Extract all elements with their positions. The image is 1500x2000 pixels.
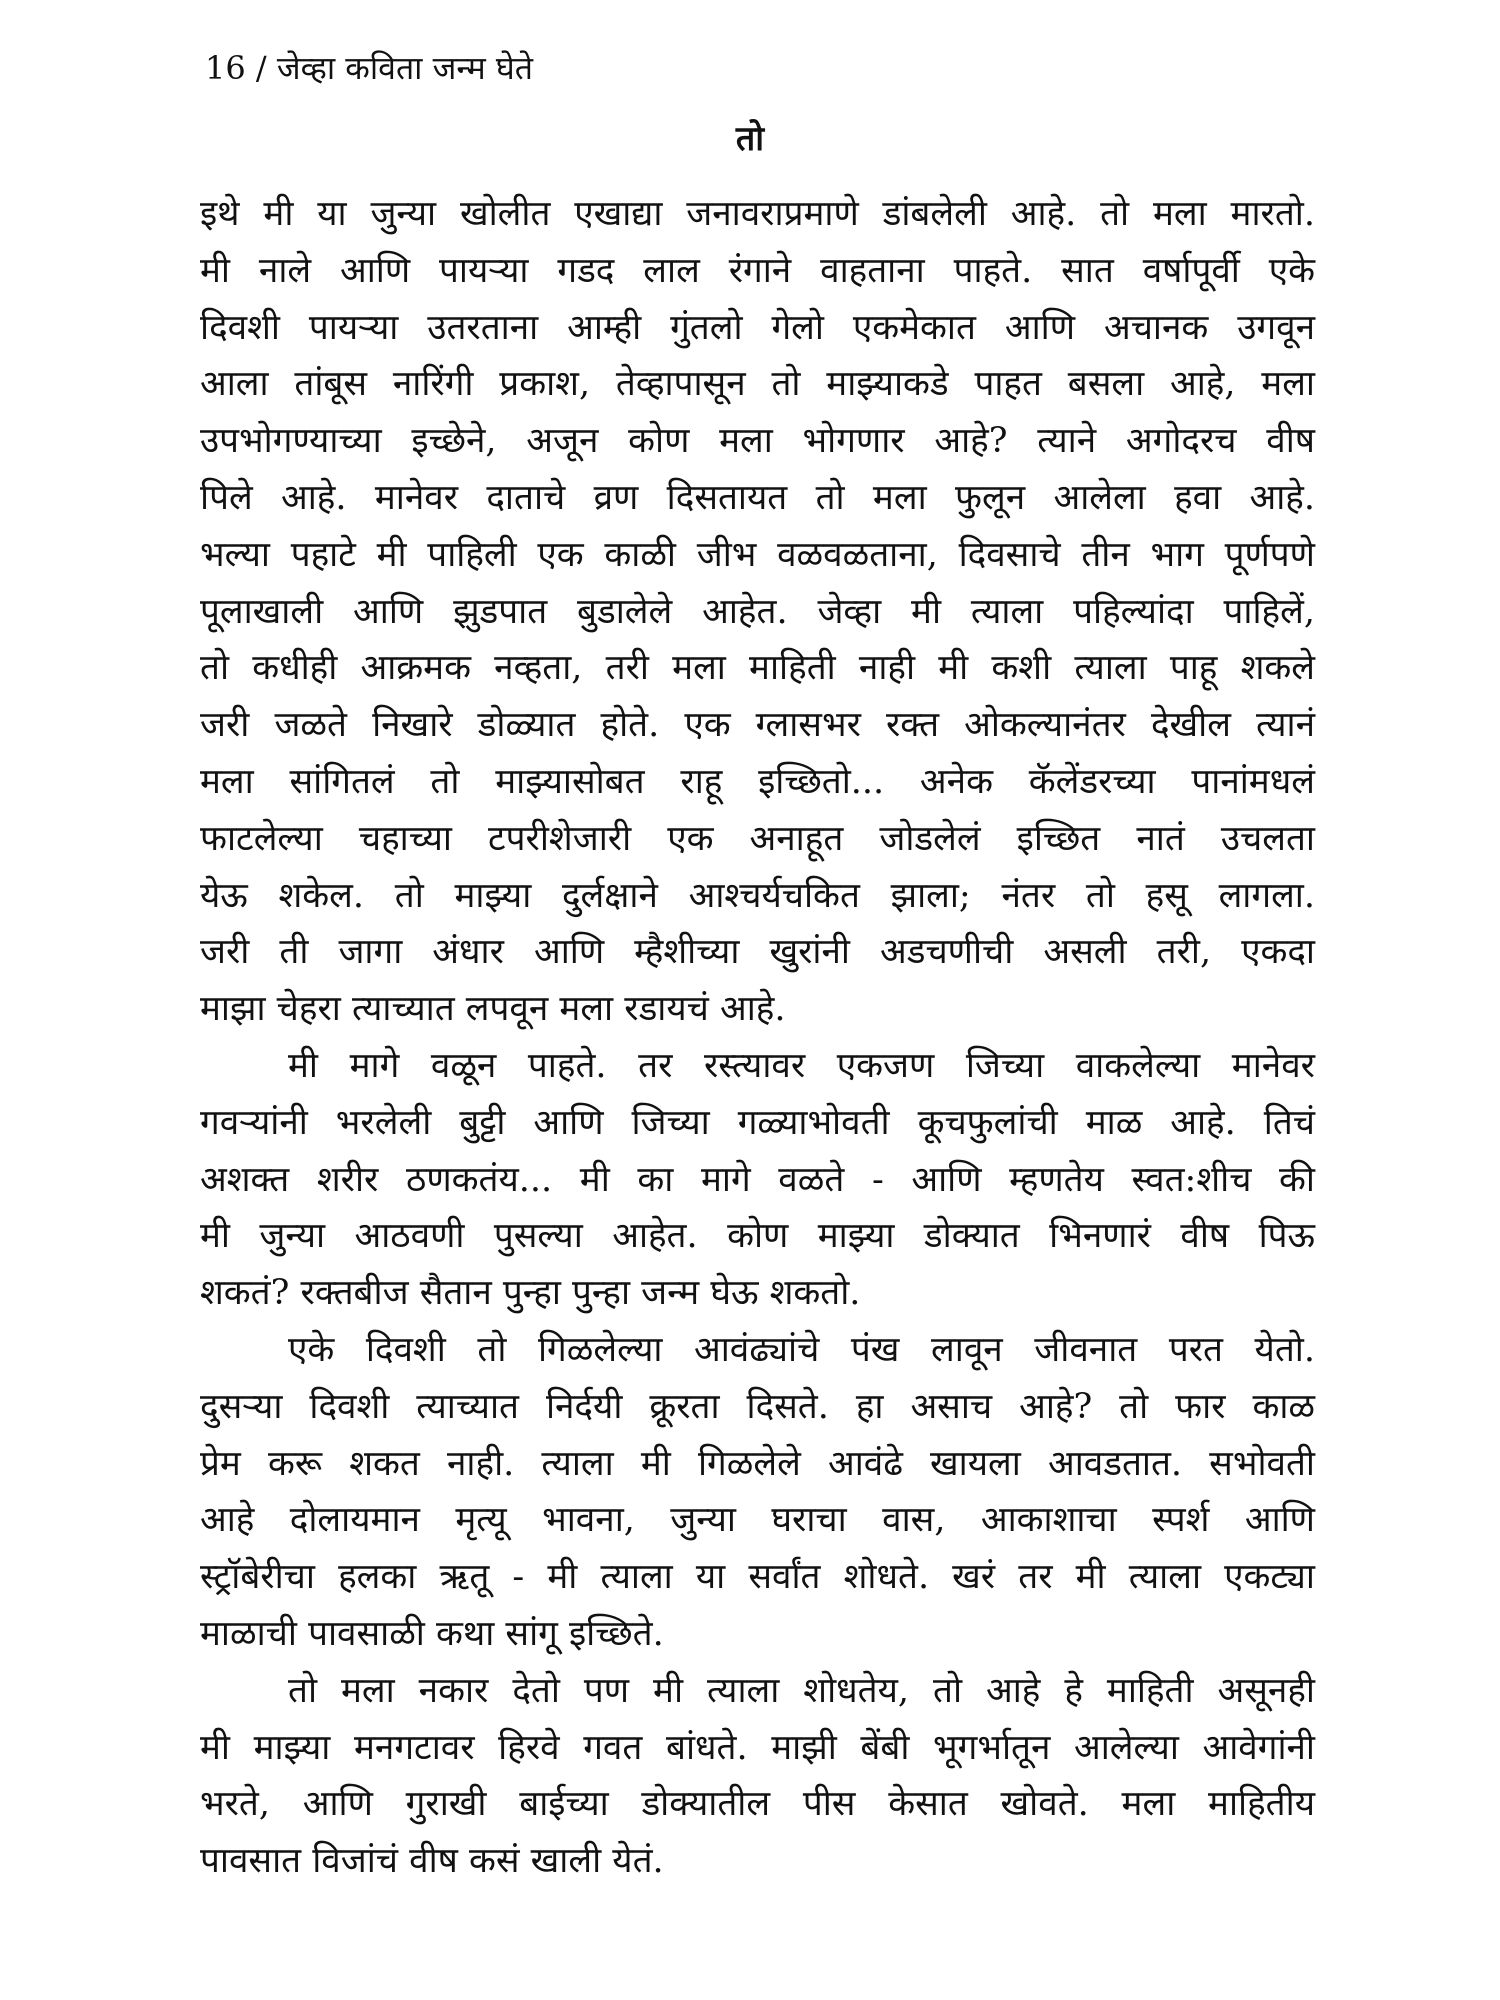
poem-line: उपभोगण्याच्या इच्छेने, अजून कोण मला भोगणार आहे? त्याने अगोदरच वीष (200, 421, 1315, 462)
poem-line: आहे दोलायमान मृत्यू भावना, जुन्या घराचा वास, आकाशाचा स्पर्श आणि (200, 1500, 1315, 1541)
poem-line: मी माझ्या मनगटावर हिरवे गवत बांधते. माझी बेंबी भूगर्भातून आलेल्या आवेगांनी (200, 1727, 1315, 1768)
running-header: 16 / जेव्हा कविता जन्म घेते (205, 49, 534, 87)
poem-line: स्ट्रॉबेरीचा हलका ऋतू - मी त्याला या सर्वांत शोधते. खरं तर मी त्याला एकट्या (200, 1557, 1315, 1598)
poem-line: दिवशी पायऱ्या उतरताना आम्ही गुंतलो गेलो एकमेकात आणि अचानक उगवून (200, 307, 1315, 348)
poem-line: येऊ शकेल. तो माझ्या दुर्लक्षाने आश्चर्यचकित झाला; नंतर तो हसू लागला. (200, 875, 1315, 916)
poem-line: पूलाखाली आणि झुडपात बुडालेले आहेत. जेव्हा मी त्याला पहिल्यांदा पाहिलें, (200, 591, 1315, 632)
poem-line: गवऱ्यांनी भरलेली बुट्टी आणि जिच्या गळ्याभोवती कूचफुलांची माळ आहे. तिचं (200, 1102, 1315, 1143)
poem-title: तो (735, 119, 765, 159)
poem-line: दुसऱ्या दिवशी त्याच्यात निर्दयी क्रूरता दिसते. हा असाच आहे? तो फार काळ (200, 1386, 1315, 1427)
poem-line: इथे मी या जुन्या खोलीत एखाद्या जनावराप्रमाणे डांबलेली आहे. तो मला मारतो. (200, 194, 1315, 234)
poem-line: भल्या पहाटे मी पाहिली एक काळी जीभ वळवळताना, दिवसाचे तीन भाग पूर्णपणे (200, 534, 1315, 575)
poem-body (200, 186, 1315, 1890)
poem-line: मी मागे वळून पाहते. तर रस्त्यावर एकजण जिच्या वाकलेल्या मानेवर (288, 1045, 1315, 1086)
poem-line: पिले आहे. मानेवर दाताचे व्रण दिसतायत तो मला फुलून आलेला हवा आहे. (200, 477, 1315, 518)
poem-line: जरी ती जागा अंधार आणि म्हैशीच्या खुरांनी अडचणीची असली तरी, एकदा (200, 932, 1315, 973)
poem-line: आला तांबूस नारिंगी प्रकाश, तेव्हापासून तो माझ्याकडे पाहत बसला आहे, मला (200, 364, 1315, 405)
poem-line: माझा चेहरा त्याच्यात लपवून मला रडायचं आहे. (200, 989, 786, 1030)
poem-line: एके दिवशी तो गिळलेल्या आवंढ्यांचे पंख लावून जीवनात परत येतो. (288, 1329, 1315, 1370)
poem-line: शकतं? रक्तबीज सैतान पुन्हा पुन्हा जन्म घेऊ शकतो. (200, 1273, 861, 1314)
poem-line: मला सांगितलं तो माझ्यासोबत राहू इच्छितो... अनेक कॅलेंडरच्या पानांमधलं (200, 761, 1315, 802)
poem-line: माळाची पावसाळी कथा सांगू इच्छिते. (200, 1613, 664, 1654)
poem-line: पावसात विजांचं वीष कसं खाली येतं. (200, 1841, 664, 1882)
poem-line: अशक्त शरीर ठणकतंय... मी का मागे वळते - आणि म्हणतेय स्वत:शीच की (200, 1159, 1315, 1200)
poem-line: भरते, आणि गुराखी बाईच्या डोक्यातील पीस केसात खोवते. मला माहितीय (200, 1784, 1315, 1825)
poem-line: मी जुन्या आठवणी पुसल्या आहेत. कोण माझ्या डोक्यात भिनणारं वीष पिऊ (200, 1216, 1315, 1257)
poem-line: जरी जळते निखारे डोळ्यात होते. एक ग्लासभर रक्त ओकल्यानंतर देखील त्यानं (200, 705, 1315, 746)
poem-line: प्रेम करू शकत नाही. त्याला मी गिळलेले आवंढे खायला आवडतात. सभोवती (200, 1443, 1315, 1484)
poem-line: तो कधीही आक्रमक नव्हता, तरी मला माहिती नाही मी कशी त्याला पाहू शकले (200, 648, 1315, 689)
poem-line: फाटलेल्या चहाच्या टपरीशेजारी एक अनाहूत जोडलेलं इच्छित नातं उचलता (200, 818, 1315, 859)
poem-line: मी नाले आणि पायऱ्या गडद लाल रंगाने वाहताना पाहते. सात वर्षापूर्वी एके (200, 250, 1315, 291)
poem-line: तो मला नकार देतो पण मी त्याला शोधतेय, तो आहे हे माहिती असूनही (288, 1670, 1315, 1711)
